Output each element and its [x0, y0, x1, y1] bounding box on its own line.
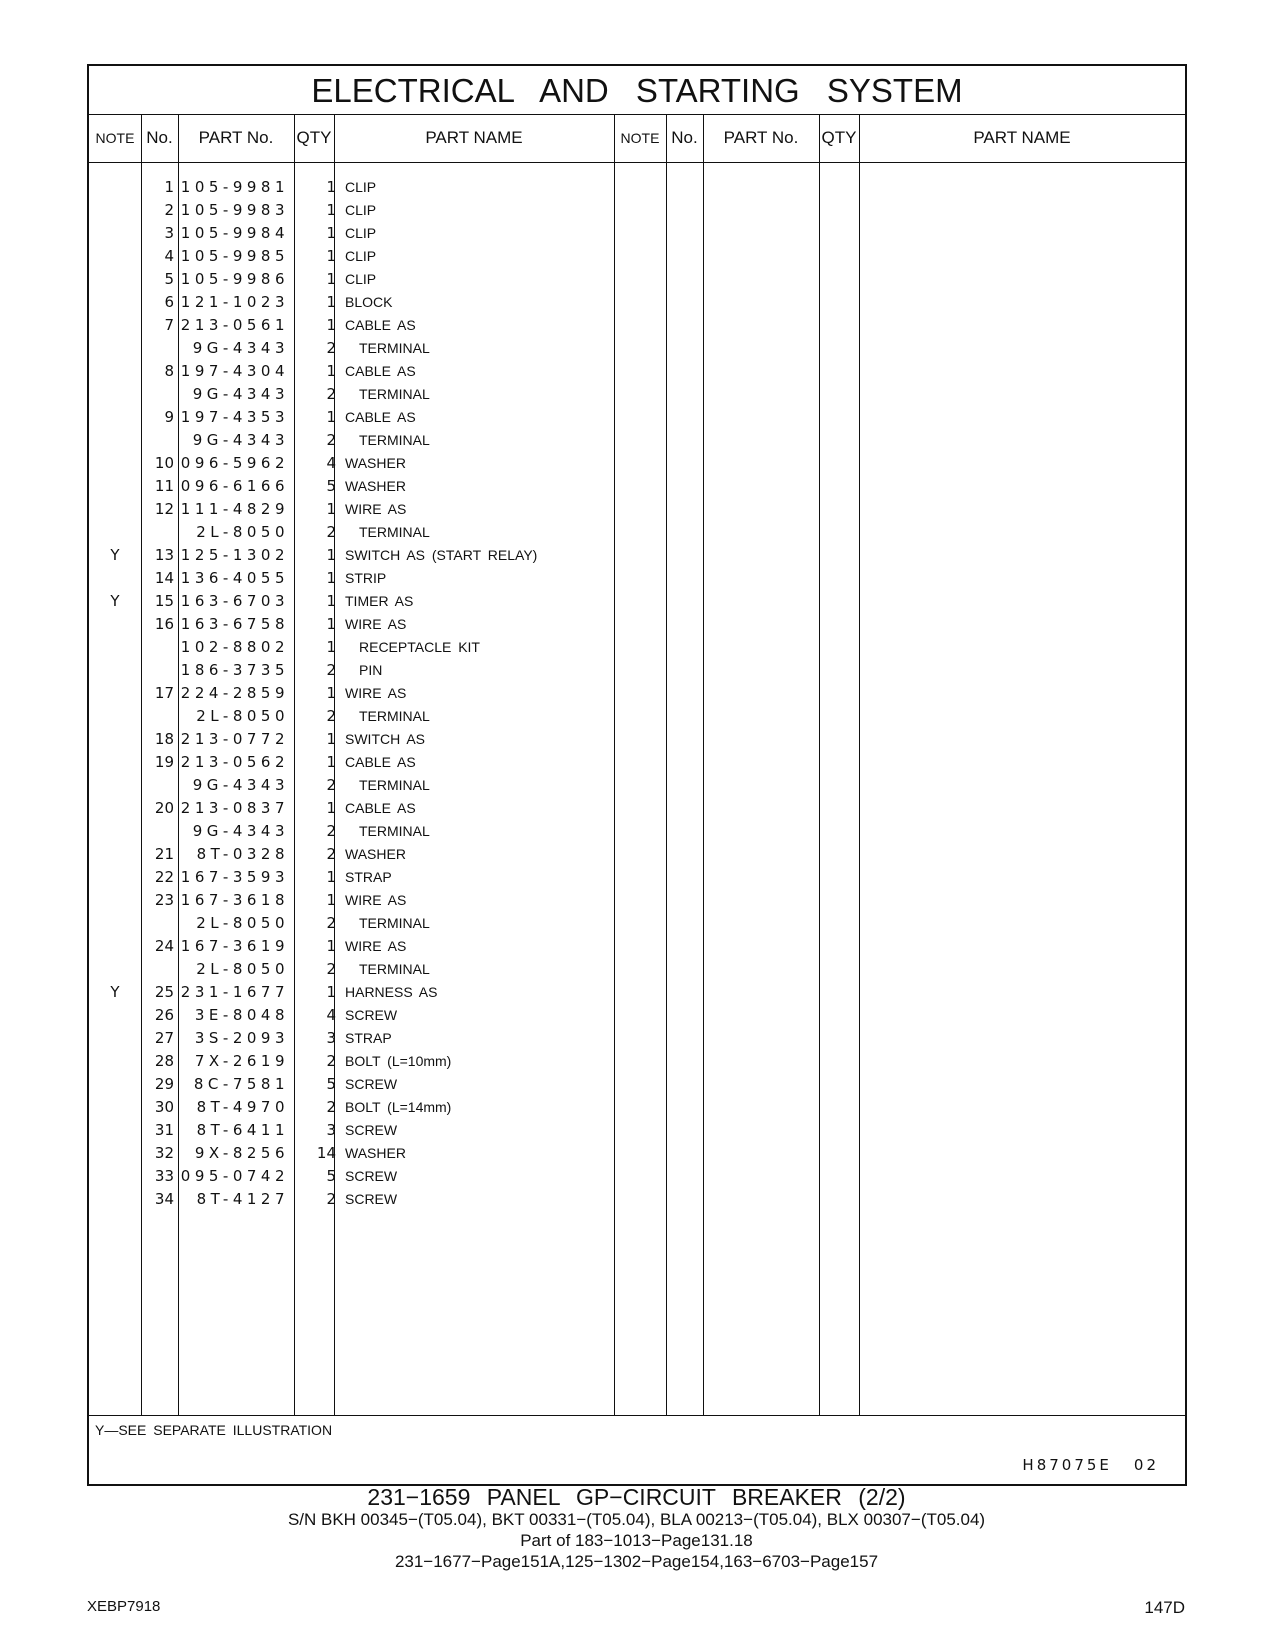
part-name-cell: SCREW [345, 1122, 398, 1138]
table-row [89, 360, 1185, 383]
quantity-cell: 2 [326, 960, 336, 978]
table-row [89, 636, 1185, 659]
quantity-cell: 3 [326, 1029, 336, 1047]
item-number-cell [141, 659, 174, 682]
quantity-cell: 2 [326, 1098, 336, 1116]
table-row [89, 728, 1185, 751]
item-number-cell [141, 337, 174, 360]
quantity-cell: 2 [326, 385, 336, 403]
part-number-cell: 105-9986 [180, 270, 289, 288]
part-name-cell: WASHER [345, 455, 406, 471]
part-number-cell: 9G-4343 [192, 431, 289, 449]
quantity-cell: 1 [326, 730, 336, 748]
part-name-cell: HARNESS AS [345, 984, 438, 1000]
table-row [89, 1050, 1185, 1073]
part-number-cell: 197-4304 [180, 362, 289, 380]
note-cell [89, 843, 141, 866]
table-row [89, 567, 1185, 590]
part-name-cell: CABLE AS [345, 317, 416, 333]
item-number-cell [141, 820, 174, 843]
part-number-cell: 105-9981 [180, 178, 289, 196]
part-name-cell: TERMINAL [359, 777, 430, 793]
part-number-cell: 102-8802 [180, 638, 289, 656]
quantity-cell: 2 [326, 707, 336, 725]
note-cell [89, 498, 141, 521]
part-name-cell: TERMINAL [359, 386, 430, 402]
quantity-cell: 1 [326, 891, 336, 909]
quantity-cell: 4 [326, 1006, 336, 1024]
part-name-cell: STRIP [345, 570, 387, 586]
part-number-cell: 096-6166 [180, 477, 289, 495]
item-number-cell: 29 [154, 1075, 174, 1093]
footnote: Y—SEE SEPARATE ILLUSTRATION [95, 1422, 333, 1438]
part-number-cell: 167-3619 [180, 937, 289, 955]
part-name-cell: WIRE AS [345, 892, 407, 908]
table-row [89, 1004, 1185, 1027]
table-row [89, 406, 1185, 429]
part-number-cell: 8T-0328 [196, 845, 289, 863]
part-name-cell: TERMINAL [359, 708, 430, 724]
quantity-cell: 1 [326, 270, 336, 288]
header-part-no-right: PART No. [723, 128, 799, 147]
part-name-cell: CABLE AS [345, 363, 416, 379]
parts-list [89, 176, 1185, 1211]
note-cell [89, 1165, 141, 1188]
part-name-cell: RECEPTACLE KIT [359, 639, 480, 655]
part-number-cell: 3E-8048 [194, 1006, 289, 1024]
drawing-number: H87075E [1022, 1456, 1112, 1474]
note-cell [89, 728, 141, 751]
item-number-cell: 10 [154, 454, 174, 472]
table-row [89, 866, 1185, 889]
header-qty-right: QTY [821, 128, 857, 147]
note-cell [89, 774, 141, 797]
note-cell [89, 176, 141, 199]
part-name-cell: WIRE AS [345, 685, 407, 701]
part-name-cell: BOLT (L=14mm) [345, 1099, 452, 1115]
part-number-cell: 105-9983 [180, 201, 289, 219]
note-cell [89, 613, 141, 636]
quantity-cell: 1 [326, 362, 336, 380]
note-cell [89, 567, 141, 590]
quantity-cell: 1 [326, 638, 336, 656]
part-name-cell: CLIP [345, 179, 377, 195]
part-number-cell: 8T-4970 [196, 1098, 289, 1116]
part-name-cell: SWITCH AS (START RELAY) [345, 547, 538, 563]
note-cell [89, 912, 141, 935]
item-number-cell: 9 [164, 408, 174, 426]
part-name-cell: SCREW [345, 1007, 398, 1023]
note-cell [89, 1050, 141, 1073]
part-name-cell: PIN [359, 662, 383, 678]
quantity-cell: 1 [326, 937, 336, 955]
quantity-cell: 1 [326, 868, 336, 886]
item-number-cell: 32 [154, 1144, 174, 1162]
part-name-cell: CLIP [345, 225, 377, 241]
note-cell [89, 636, 141, 659]
table-row [89, 383, 1185, 406]
table-row [89, 498, 1185, 521]
table-row [89, 1119, 1185, 1142]
header-note-right: NOTE [620, 130, 660, 146]
table-row [89, 751, 1185, 774]
item-number-cell [141, 636, 174, 659]
note-cell [89, 659, 141, 682]
note-cell [89, 1188, 141, 1211]
part-number-cell: 121-1023 [180, 293, 289, 311]
part-name-cell: CLIP [345, 248, 377, 264]
note-cell: Y [110, 983, 120, 1001]
item-number-cell: 4 [164, 247, 174, 265]
document-id: XEBP7918 [87, 1598, 161, 1615]
item-number-cell: 16 [154, 615, 174, 633]
item-number-cell: 14 [154, 569, 174, 587]
table-row [89, 705, 1185, 728]
part-name-cell: SCREW [345, 1076, 398, 1092]
part-number-cell: 167-3593 [180, 868, 289, 886]
quantity-cell: 2 [326, 776, 336, 794]
item-number-cell: 13 [154, 546, 174, 564]
quantity-cell: 1 [326, 799, 336, 817]
part-name-cell: TERMINAL [359, 961, 430, 977]
part-number-cell: 163-6703 [180, 592, 289, 610]
quantity-cell: 5 [326, 1167, 336, 1185]
part-number-cell: 163-6758 [180, 615, 289, 633]
table-row [89, 199, 1185, 222]
item-number-cell [141, 521, 174, 544]
item-number-cell: 19 [154, 753, 174, 771]
part-name-cell: WASHER [345, 478, 406, 494]
part-name-cell: TERMINAL [359, 340, 430, 356]
item-number-cell: 20 [154, 799, 174, 817]
quantity-cell: 2 [326, 1052, 336, 1070]
note-cell [89, 1027, 141, 1050]
item-number-cell [141, 912, 174, 935]
quantity-cell: 1 [326, 178, 336, 196]
part-name-cell: CABLE AS [345, 754, 416, 770]
note-cell [89, 521, 141, 544]
table-row [89, 682, 1185, 705]
part-number-cell: 125-1302 [180, 546, 289, 564]
item-number-cell [141, 774, 174, 797]
item-number-cell: 30 [154, 1098, 174, 1116]
item-number-cell: 28 [154, 1052, 174, 1070]
header-qty: QTY [296, 128, 332, 147]
part-number-cell: 9G-4343 [192, 339, 289, 357]
note-cell [89, 475, 141, 498]
quantity-cell: 1 [326, 569, 336, 587]
part-number-cell: 231-1677 [180, 983, 289, 1001]
item-number-cell: 8 [164, 362, 174, 380]
item-number-cell: 22 [154, 868, 174, 886]
note-cell [89, 820, 141, 843]
quantity-cell: 2 [326, 661, 336, 679]
quantity-cell: 1 [326, 408, 336, 426]
part-name-cell: CLIP [345, 202, 377, 218]
header-part-name: PART NAME [425, 128, 523, 147]
part-number-cell: 213-0562 [180, 753, 289, 771]
quantity-cell: 1 [326, 983, 336, 1001]
quantity-cell: 2 [326, 431, 336, 449]
part-number-cell: 9G-4343 [192, 776, 289, 794]
part-number-cell: 167-3618 [180, 891, 289, 909]
note-cell [89, 797, 141, 820]
table-row [89, 245, 1185, 268]
quantity-cell: 14 [316, 1144, 336, 1162]
part-name-cell: WIRE AS [345, 616, 407, 632]
note-cell [89, 866, 141, 889]
table-row [89, 521, 1185, 544]
table-row [89, 774, 1185, 797]
section-title: ELECTRICAL AND STARTING SYSTEM [89, 66, 1185, 115]
item-number-cell: 12 [154, 500, 174, 518]
part-number-cell: 9X-8256 [194, 1144, 289, 1162]
note-cell [89, 1119, 141, 1142]
quantity-cell: 2 [326, 845, 336, 863]
quantity-cell: 1 [326, 684, 336, 702]
table-row [89, 429, 1185, 452]
item-number-cell: 33 [154, 1167, 174, 1185]
quantity-cell: 5 [326, 477, 336, 495]
part-name-cell: CLIP [345, 271, 377, 287]
part-number-cell: 105-9984 [180, 224, 289, 242]
part-number-cell: 9G-4343 [192, 385, 289, 403]
table-row [89, 843, 1185, 866]
item-number-cell: 2 [164, 201, 174, 219]
table-row [89, 958, 1185, 981]
quantity-cell: 2 [326, 914, 336, 932]
note-cell [89, 958, 141, 981]
note-cell [89, 1004, 141, 1027]
item-number-cell: 27 [154, 1029, 174, 1047]
item-number-cell: 31 [154, 1121, 174, 1139]
part-name-cell: STRAP [345, 869, 392, 885]
part-number-cell: 186-3735 [180, 661, 289, 679]
part-number-cell: 2L-8050 [196, 960, 289, 978]
item-number-cell: 1 [164, 178, 174, 196]
part-number-cell: 8T-6411 [196, 1121, 289, 1139]
item-number-cell: 15 [154, 592, 174, 610]
quantity-cell: 1 [326, 316, 336, 334]
table-row [89, 590, 1185, 613]
part-number-cell: 213-0561 [180, 316, 289, 334]
quantity-cell: 1 [326, 224, 336, 242]
item-number-cell [141, 383, 174, 406]
item-number-cell: 7 [164, 316, 174, 334]
part-name-cell: TERMINAL [359, 524, 430, 540]
item-number-cell: 26 [154, 1006, 174, 1024]
part-name-cell: BOLT (L=10mm) [345, 1053, 452, 1069]
note-cell [89, 889, 141, 912]
note-cell [89, 199, 141, 222]
note-cell [89, 337, 141, 360]
header-no-right: No. [671, 128, 698, 147]
item-number-cell: 18 [154, 730, 174, 748]
part-name-cell: WIRE AS [345, 938, 407, 954]
table-header [89, 114, 1185, 163]
page-number: 147D [1144, 1598, 1185, 1617]
part-number-cell: 095-0742 [180, 1167, 289, 1185]
table-row [89, 935, 1185, 958]
table-row [89, 314, 1185, 337]
part-number-cell: 224-2859 [180, 684, 289, 702]
part-number-cell: 111-4829 [180, 500, 289, 518]
table-row [89, 820, 1185, 843]
note-cell [89, 935, 141, 958]
header-no: No. [146, 128, 173, 147]
header-part-name-right: PART NAME [973, 128, 1071, 147]
item-number-cell: 5 [164, 270, 174, 288]
note-cell [89, 705, 141, 728]
table-row [89, 981, 1185, 1004]
note-cell [89, 383, 141, 406]
note-cell [89, 245, 141, 268]
table-row [89, 291, 1185, 314]
quantity-cell: 5 [326, 1075, 336, 1093]
header-part-no: PART No. [198, 128, 274, 147]
quantity-cell: 1 [326, 753, 336, 771]
note-cell [89, 1073, 141, 1096]
part-name-cell: BLOCK [345, 294, 393, 310]
part-number-cell: 8C-7581 [193, 1075, 289, 1093]
part-name-cell: STRAP [345, 1030, 392, 1046]
note-cell: Y [110, 592, 120, 610]
table-row [89, 659, 1185, 682]
note-cell [89, 682, 141, 705]
part-name-cell: SCREW [345, 1191, 398, 1207]
caption-part-of: Part of 183−1013−Page131.18 [520, 1531, 753, 1550]
part-number-cell: 213-0837 [180, 799, 289, 817]
table-row [89, 337, 1185, 360]
item-number-cell: 23 [154, 891, 174, 909]
note-cell [89, 452, 141, 475]
part-number-cell: 2L-8050 [196, 523, 289, 541]
note-cell [89, 360, 141, 383]
quantity-cell: 4 [326, 454, 336, 472]
part-number-cell: 105-9985 [180, 247, 289, 265]
part-name-cell: WIRE AS [345, 501, 407, 517]
quantity-cell: 1 [326, 615, 336, 633]
part-number-cell: 213-0772 [180, 730, 289, 748]
table-row [89, 1188, 1185, 1211]
item-number-cell: 21 [154, 845, 174, 863]
note-cell [89, 268, 141, 291]
table-row [89, 1142, 1185, 1165]
part-name-cell: TIMER AS [345, 593, 414, 609]
note-cell [89, 291, 141, 314]
part-name-cell: TERMINAL [359, 823, 430, 839]
quantity-cell: 2 [326, 523, 336, 541]
part-number-cell: 3S-2093 [194, 1029, 289, 1047]
note-cell [89, 1142, 141, 1165]
quantity-cell: 1 [326, 201, 336, 219]
table-row [89, 889, 1185, 912]
part-number-cell: 9G-4343 [192, 822, 289, 840]
note-cell [89, 314, 141, 337]
item-number-cell: 3 [164, 224, 174, 242]
quantity-cell: 1 [326, 592, 336, 610]
quantity-cell: 2 [326, 1190, 336, 1208]
quantity-cell: 1 [326, 293, 336, 311]
quantity-cell: 1 [326, 247, 336, 265]
caption-references: 231−1677−Page151A,125−1302−Page154,163−6703−Page157 [394, 1552, 879, 1571]
note-cell [89, 222, 141, 245]
part-name-cell: WASHER [345, 846, 406, 862]
note-cell: Y [110, 546, 120, 564]
header-note: NOTE [95, 130, 135, 146]
table-row [89, 1027, 1185, 1050]
part-number-cell: 8T-4127 [196, 1190, 289, 1208]
part-name-cell: WASHER [345, 1145, 406, 1161]
item-number-cell: 6 [164, 293, 174, 311]
table-row [89, 176, 1185, 199]
item-number-cell [141, 705, 174, 728]
part-name-cell: SCREW [345, 1168, 398, 1184]
note-cell [89, 751, 141, 774]
table-row [89, 1073, 1185, 1096]
caption-serial-numbers: S/N BKH 00345−(T05.04), BKT 00331−(T05.04), BLA 00213−(T05.04), BLX 00307−(T05.04) [287, 1510, 986, 1529]
item-number-cell: 25 [154, 983, 174, 1001]
table-row [89, 1165, 1185, 1188]
quantity-cell: 2 [326, 339, 336, 357]
drawing-revision: 02 [1133, 1456, 1159, 1474]
item-number-cell [141, 429, 174, 452]
quantity-cell: 1 [326, 546, 336, 564]
part-name-cell: CABLE AS [345, 409, 416, 425]
table-row [89, 912, 1185, 935]
table-row [89, 1096, 1185, 1119]
note-cell [89, 1096, 141, 1119]
table-row [89, 613, 1185, 636]
item-number-cell: 34 [154, 1190, 174, 1208]
item-number-cell: 11 [154, 477, 174, 495]
table-row [89, 222, 1185, 245]
note-cell [89, 429, 141, 452]
caption-title: 231−1659 PANEL GP−CIRCUIT BREAKER (2/2) [367, 1484, 906, 1510]
quantity-cell: 2 [326, 822, 336, 840]
drawing-code [1022, 1456, 1159, 1474]
part-name-cell: SWITCH AS [345, 731, 426, 747]
table-row [89, 268, 1185, 291]
part-number-cell: 7X-2619 [194, 1052, 289, 1070]
part-number-cell: 096-5962 [180, 454, 289, 472]
quantity-cell: 3 [326, 1121, 336, 1139]
part-number-cell: 2L-8050 [196, 914, 289, 932]
parts-table-frame [87, 64, 1187, 1486]
part-number-cell: 136-4055 [180, 569, 289, 587]
item-number-cell: 24 [154, 937, 174, 955]
part-name-cell: CABLE AS [345, 800, 416, 816]
table-row [89, 475, 1185, 498]
item-number-cell [141, 958, 174, 981]
part-number-cell: 197-4353 [180, 408, 289, 426]
table-row [89, 797, 1185, 820]
note-cell [89, 406, 141, 429]
table-row [89, 544, 1185, 567]
part-name-cell: TERMINAL [359, 432, 430, 448]
part-number-cell: 2L-8050 [196, 707, 289, 725]
table-row [89, 452, 1185, 475]
part-name-cell: TERMINAL [359, 915, 430, 931]
item-number-cell: 17 [154, 684, 174, 702]
table-bottom-rule [89, 1415, 1185, 1416]
quantity-cell: 1 [326, 500, 336, 518]
